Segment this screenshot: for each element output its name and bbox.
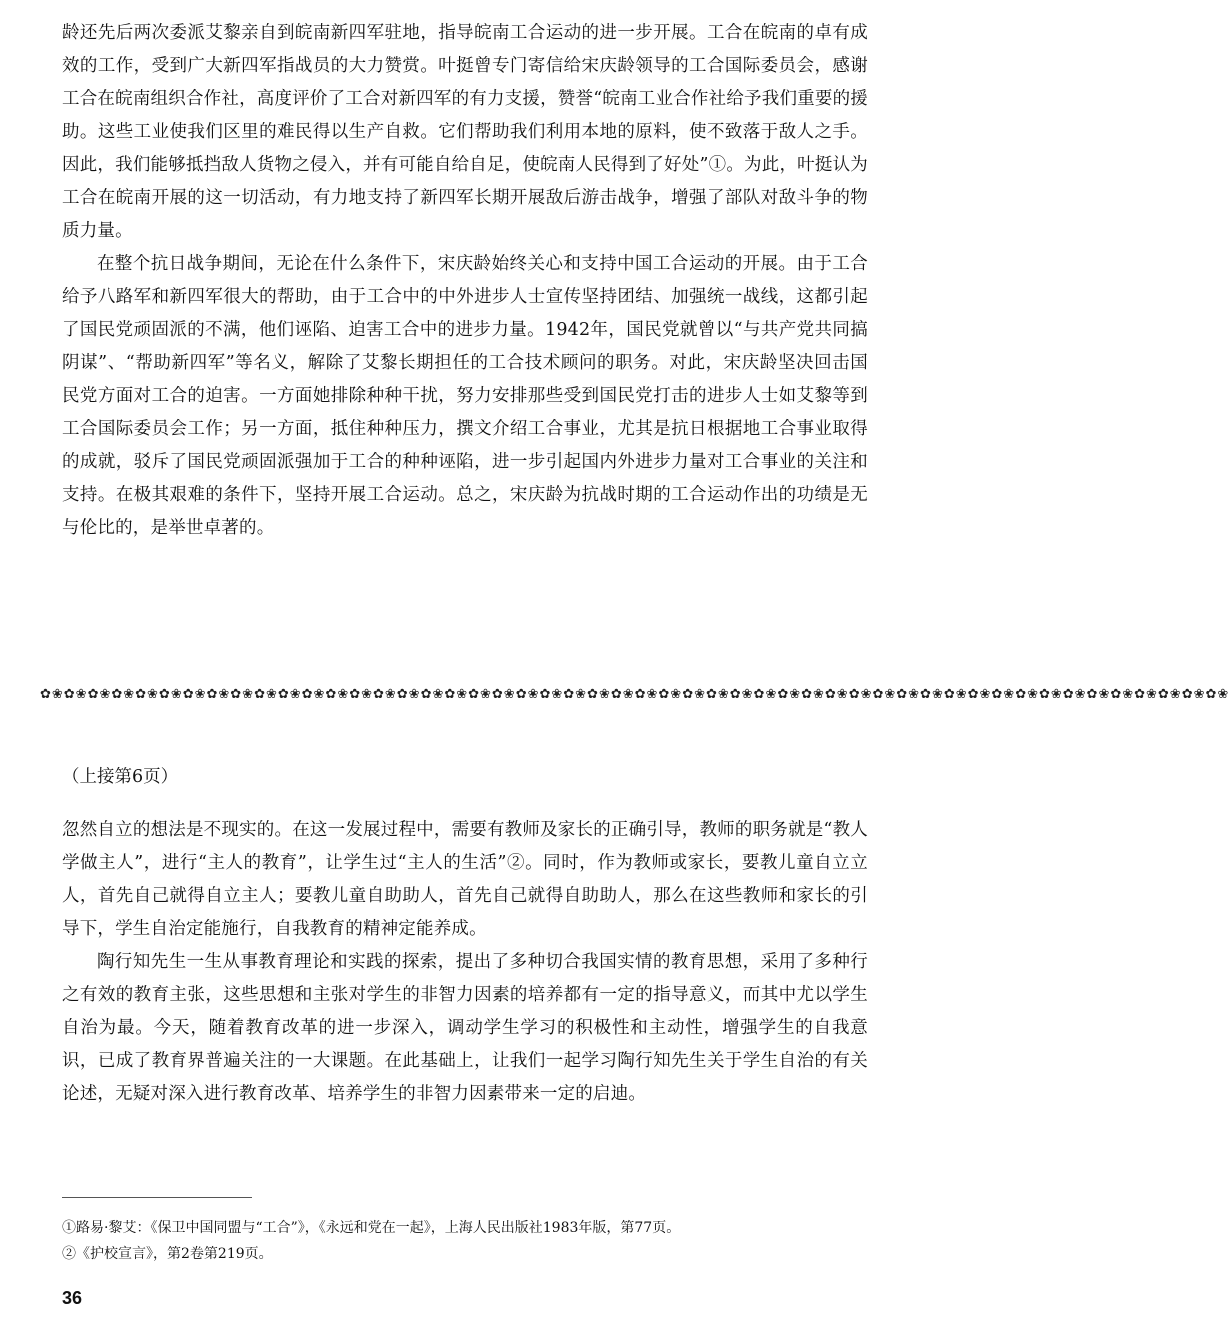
footnote: ①路易·黎艾：《保卫中国同盟与“工合”》，《永远和党在一起》，上海人民出版社1983年版，第77页。: [62, 1220, 681, 1236]
footnotes: [62, 1215, 868, 1267]
footnote: ②《护校宣言》，第2卷第219页。: [62, 1246, 273, 1262]
page-number: 36: [62, 1288, 83, 1308]
paragraph: 龄还先后两次委派艾黎亲自到皖南新四军驻地，指导皖南工合运动的进一步开展。工合在皖南的卓有成效的工作，受到广大新四军指战员的大力赞赏。叶挺曾专门寄信给宋庆龄领导的工合国际委员会，感谢工合在皖南组织合作社，高度评价了工合对新四军的有力支援，赞誉“皖南工业合作社给予我们重要的援助。这些工业使我们区里的难民得以生产自救。它们帮助我们利用本地的原料，使不致落于敌人之手。因此，我们能够抵挡敌人货物之侵入，并有可能自给自足，使皖南人民得到了好处”①。为此，叶挺认为工合在皖南开展的这一切活动，有力地支持了新四军长期开展敌后游击战争，增强了部队对敌斗争的物质力量。: [62, 23, 868, 241]
article-1: [62, 17, 868, 545]
paragraph: 在整个抗日战争期间，无论在什么条件下，宋庆龄始终关心和支持中国工合运动的开展。由于工合给予八路军和新四军很大的帮助，由于工合中的中外进步人士宣传坚持团结、加强统一战线，这都引起了国民党顽固派的不满，他们诬陷、迫害工合中的进步力量。1942年，国民党就曾以“与共产党共同搞阴谋”、“帮助新四军”等名义，解除了艾黎长期担任的工合技术顾问的职务。对此，宋庆龄坚决回击国民党方面对工合的迫害。一方面她排除种种干扰，努力安排那些受到国民党打击的进步人士如艾黎等到工合国际委员会工作；另一方面，抵住种种压力，撰文介绍工合事业，尤其是抗日根据地工合事业取得的成就，驳斥了国民党顽固派强加于工合的种种诬陷，进一步引起国内外进步力量对工合事业的关注和支持。在极其艰难的条件下，坚持开展工合运动。总之，宋庆龄为抗战时期的工合运动作出的功绩是无与伦比的，是举世卓著的。: [62, 254, 868, 538]
article-2: [62, 814, 868, 1111]
footnote-divider: [62, 1197, 252, 1198]
ornamental-divider: ✿❀✿❀✿❀✿❀✿❀✿❀✿❀✿❀✿❀✿❀✿❀✿❀✿❀✿❀✿❀✿❀✿❀✿❀✿❀✿❀✿❀✿❀✿❀✿❀✿❀✿❀✿❀✿❀✿❀✿❀✿❀✿❀✿❀✿❀✿❀✿❀✿❀✿❀✿❀✿❀✿❀✿❀✿❀✿❀✿❀✿❀✿❀✿❀✿❀✿❀: [40, 687, 1229, 702]
paragraph: 忽然自立的想法是不现实的。在这一发展过程中，需要有教师及家长的正确引导，教师的职务就是“教人学做主人”，进行“主人的教育”，让学生过“主人的生活”②。同时，作为教师或家长，要教儿童自立立人，首先自己就得自立主人；要教儿童自助助人，首先自己就得自助助人，那么在这些教师和家长的引导下，学生自治定能施行，自我教育的精神定能养成。: [62, 820, 868, 939]
continued-note: （上接第6页）: [62, 767, 179, 787]
paragraph: 陶行知先生一生从事教育理论和实践的探索，提出了多种切合我国实情的教育思想，采用了多种行之有效的教育主张，这些思想和主张对学生的非智力因素的培养都有一定的指导意义，而其中尤以学生自治为最。今天，随着教育改革的进一步深入，调动学生学习的积极性和主动性，增强学生的自我意识，已成了教育界普遍关注的一大课题。在此基础上，让我们一起学习陶行知先生关于学生自治的有关论述，无疑对深入进行教育改革、培养学生的非智力因素带来一定的启迪。: [62, 952, 868, 1104]
